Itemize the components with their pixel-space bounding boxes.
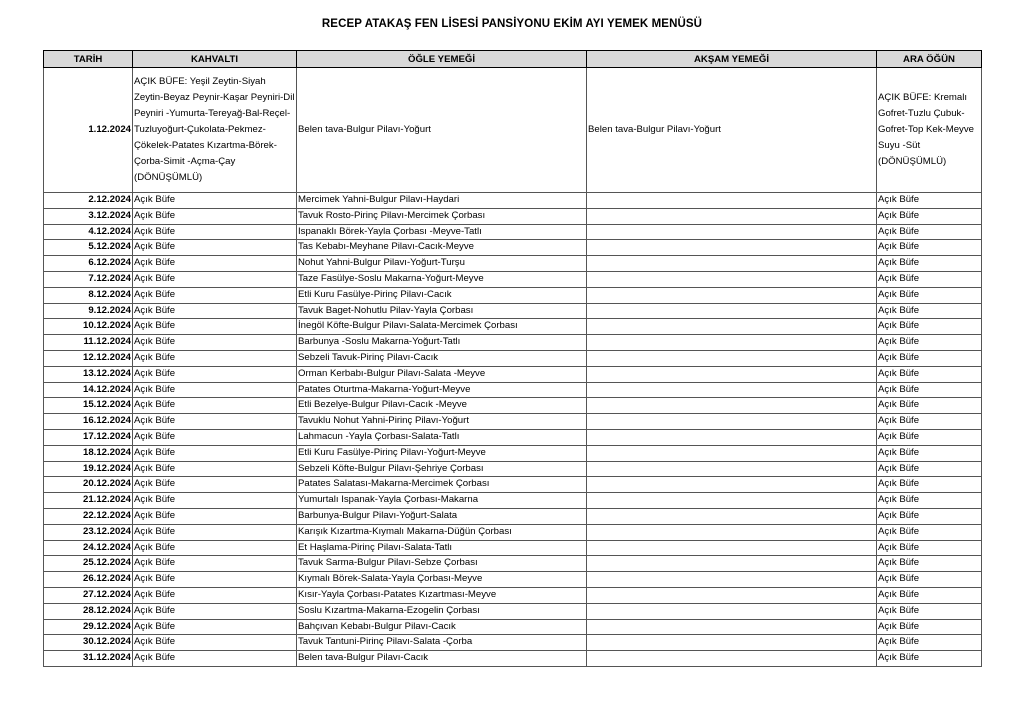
cell-lunch: Et Haşlama-Pirinç Pilavı-Salata-Tatlı xyxy=(297,540,587,556)
table-row xyxy=(44,429,982,445)
header-row xyxy=(44,51,982,68)
cell-snack: AÇIK BÜFE: Kremalı Gofret-Tuzlu Çubuk-Gofret-Top Kek-Meyve Suyu -Süt (DÖNÜŞÜMLÜ) xyxy=(877,68,982,193)
cell-snack: Açık Büfe xyxy=(877,414,982,430)
cell-breakfast: Açık Büfe xyxy=(133,635,297,651)
table-row xyxy=(44,382,982,398)
cell-snack: Açık Büfe xyxy=(877,224,982,240)
cell-date: 6.12.2024 xyxy=(44,256,133,272)
cell-date: 7.12.2024 xyxy=(44,271,133,287)
cell-dinner xyxy=(587,461,877,477)
cell-date: 15.12.2024 xyxy=(44,398,133,414)
table-row xyxy=(44,493,982,509)
cell-date: 25.12.2024 xyxy=(44,556,133,572)
cell-snack: Açık Büfe xyxy=(877,350,982,366)
cell-breakfast: Açık Büfe xyxy=(133,240,297,256)
table-row xyxy=(44,635,982,651)
cell-lunch: Kıymalı Börek-Salata-Yayla Çorbası-Meyve xyxy=(297,572,587,588)
cell-lunch: Sebzeli Tavuk-Pirinç Pilavı-Cacık xyxy=(297,350,587,366)
cell-breakfast: Açık Büfe xyxy=(133,256,297,272)
cell-breakfast: Açık Büfe xyxy=(133,224,297,240)
cell-breakfast: Açık Büfe xyxy=(133,303,297,319)
cell-date: 10.12.2024 xyxy=(44,319,133,335)
cell-snack: Açık Büfe xyxy=(877,398,982,414)
cell-lunch: Tavuk Sarma-Bulgur Pilavı-Sebze Çorbası xyxy=(297,556,587,572)
table-row xyxy=(44,271,982,287)
table-row xyxy=(44,508,982,524)
cell-snack: Açık Büfe xyxy=(877,556,982,572)
cell-lunch: Tavuk Tantuni-Pirinç Pilavı-Salata -Çorba xyxy=(297,635,587,651)
cell-lunch: Tas Kebabı-Meyhane Pilavı-Cacık-Meyve xyxy=(297,240,587,256)
cell-dinner xyxy=(587,398,877,414)
cell-lunch: Soslu Kızartma-Makarna-Ezogelin Çorbası xyxy=(297,603,587,619)
cell-lunch: Barbunya-Bulgur Pilavı-Yoğurt-Salata xyxy=(297,508,587,524)
header-lunch: ÖĞLE YEMEĞİ xyxy=(297,51,587,68)
cell-lunch: Karışık Kızartma-Kıymalı Makarna-Düğün Çorbası xyxy=(297,524,587,540)
cell-dinner xyxy=(587,303,877,319)
cell-snack: Açık Büfe xyxy=(877,429,982,445)
cell-dinner xyxy=(587,287,877,303)
cell-lunch: Yumurtalı Ispanak-Yayla Çorbası-Makarna xyxy=(297,493,587,509)
cell-dinner xyxy=(587,477,877,493)
cell-date: 31.12.2024 xyxy=(44,651,133,667)
cell-breakfast: Açık Büfe xyxy=(133,493,297,509)
cell-lunch: Tavuk Rosto-Pirinç Pilavı-Mercimek Çorbası xyxy=(297,208,587,224)
table-row xyxy=(44,477,982,493)
cell-dinner xyxy=(587,224,877,240)
cell-dinner xyxy=(587,493,877,509)
table-row xyxy=(44,540,982,556)
table-row xyxy=(44,603,982,619)
cell-breakfast: Açık Büfe xyxy=(133,319,297,335)
header-dinner: AKŞAM YEMEĞİ xyxy=(587,51,877,68)
cell-snack: Açık Büfe xyxy=(877,635,982,651)
cell-dinner xyxy=(587,524,877,540)
cell-dinner xyxy=(587,256,877,272)
cell-dinner xyxy=(587,271,877,287)
cell-lunch: Etli Bezelye-Bulgur Pilavı-Cacık -Meyve xyxy=(297,398,587,414)
cell-date: 16.12.2024 xyxy=(44,414,133,430)
cell-snack: Açık Büfe xyxy=(877,382,982,398)
table-row xyxy=(44,524,982,540)
cell-snack: Açık Büfe xyxy=(877,461,982,477)
cell-breakfast: Açık Büfe xyxy=(133,335,297,351)
cell-snack: Açık Büfe xyxy=(877,193,982,209)
cell-breakfast: Açık Büfe xyxy=(133,508,297,524)
header-date: TARİH xyxy=(44,51,133,68)
cell-dinner xyxy=(587,414,877,430)
cell-breakfast: Açık Büfe xyxy=(133,572,297,588)
table-row xyxy=(44,224,982,240)
cell-snack: Açık Büfe xyxy=(877,240,982,256)
table-row xyxy=(44,366,982,382)
table-row xyxy=(44,68,982,193)
cell-lunch: Etli Kuru Fasülye-Pirinç Pilavı-Yoğurt-Meyve xyxy=(297,445,587,461)
cell-snack: Açık Büfe xyxy=(877,319,982,335)
cell-snack: Açık Büfe xyxy=(877,540,982,556)
cell-date: 2.12.2024 xyxy=(44,193,133,209)
table-row xyxy=(44,461,982,477)
cell-snack: Açık Büfe xyxy=(877,208,982,224)
cell-dinner xyxy=(587,193,877,209)
cell-breakfast: Açık Büfe xyxy=(133,556,297,572)
cell-breakfast: Açık Büfe xyxy=(133,382,297,398)
cell-snack: Açık Büfe xyxy=(877,572,982,588)
cell-lunch: Barbunya -Soslu Makarna-Yoğurt-Tatlı xyxy=(297,335,587,351)
cell-lunch: Mercimek Yahni-Bulgur Pilavı-Haydari xyxy=(297,193,587,209)
cell-lunch: Sebzeli Köfte-Bulgur Pilavı-Şehriye Çorbası xyxy=(297,461,587,477)
table-row xyxy=(44,414,982,430)
cell-breakfast: Açık Büfe xyxy=(133,603,297,619)
cell-date: 17.12.2024 xyxy=(44,429,133,445)
cell-dinner xyxy=(587,587,877,603)
cell-snack: Açık Büfe xyxy=(877,366,982,382)
table-row xyxy=(44,193,982,209)
cell-dinner xyxy=(587,350,877,366)
cell-breakfast: Açık Büfe xyxy=(133,651,297,667)
cell-date: 14.12.2024 xyxy=(44,382,133,398)
table-row xyxy=(44,256,982,272)
cell-breakfast: Açık Büfe xyxy=(133,208,297,224)
cell-dinner xyxy=(587,366,877,382)
table-row xyxy=(44,619,982,635)
table-row xyxy=(44,319,982,335)
cell-snack: Açık Büfe xyxy=(877,335,982,351)
cell-breakfast: Açık Büfe xyxy=(133,366,297,382)
cell-date: 28.12.2024 xyxy=(44,603,133,619)
table-row xyxy=(44,350,982,366)
table-row xyxy=(44,572,982,588)
cell-dinner xyxy=(587,429,877,445)
cell-dinner xyxy=(587,319,877,335)
table-row xyxy=(44,208,982,224)
cell-breakfast: Açık Büfe xyxy=(133,287,297,303)
cell-date: 21.12.2024 xyxy=(44,493,133,509)
cell-lunch: Belen tava-Bulgur Pilavı-Cacık xyxy=(297,651,587,667)
cell-breakfast: Açık Büfe xyxy=(133,350,297,366)
cell-lunch: Bahçıvan Kebabı-Bulgur Pilavı-Cacık xyxy=(297,619,587,635)
cell-dinner xyxy=(587,651,877,667)
cell-date: 26.12.2024 xyxy=(44,572,133,588)
table-row xyxy=(44,398,982,414)
cell-dinner xyxy=(587,445,877,461)
table-row xyxy=(44,287,982,303)
cell-snack: Açık Büfe xyxy=(877,524,982,540)
table-row xyxy=(44,556,982,572)
cell-snack: Açık Büfe xyxy=(877,445,982,461)
cell-lunch: Lahmacun -Yayla Çorbası-Salata-Tatlı xyxy=(297,429,587,445)
cell-date: 1.12.2024 xyxy=(44,68,133,193)
cell-breakfast: Açık Büfe xyxy=(133,398,297,414)
cell-date: 18.12.2024 xyxy=(44,445,133,461)
cell-date: 12.12.2024 xyxy=(44,350,133,366)
cell-date: 11.12.2024 xyxy=(44,335,133,351)
cell-dinner: Belen tava-Bulgur Pilavı-Yoğurt xyxy=(587,68,877,193)
cell-breakfast: Açık Büfe xyxy=(133,414,297,430)
cell-breakfast: AÇIK BÜFE: Yeşil Zeytin-Siyah Zeytin-Beyaz Peynir-Kaşar Peyniri-Dil Peyniri -Yumurta-Tereyağ-Bal-Reçel-Tuzluyoğurt-Çukolata-Pekmez-Çökelek-Patates Kızartma-Börek-Çorba-Simit -Açma-Çay (DÖNÜŞÜMLÜ) xyxy=(133,68,297,193)
cell-date: 29.12.2024 xyxy=(44,619,133,635)
cell-date: 30.12.2024 xyxy=(44,635,133,651)
cell-snack: Açık Büfe xyxy=(877,271,982,287)
cell-breakfast: Açık Büfe xyxy=(133,193,297,209)
cell-lunch: Belen tava-Bulgur Pilavı-Yoğurt xyxy=(297,68,587,193)
cell-dinner xyxy=(587,508,877,524)
cell-lunch: Patates Oturtma-Makarna-Yoğurt-Meyve xyxy=(297,382,587,398)
cell-snack: Açık Büfe xyxy=(877,287,982,303)
cell-breakfast: Açık Büfe xyxy=(133,429,297,445)
cell-lunch: Etli Kuru Fasülye-Pirinç Pilavı-Cacık xyxy=(297,287,587,303)
header-breakfast: KAHVALTI xyxy=(133,51,297,68)
cell-dinner xyxy=(587,572,877,588)
cell-snack: Açık Büfe xyxy=(877,303,982,319)
cell-lunch: Tavuk Baget-Nohutlu Pilav-Yayla Çorbası xyxy=(297,303,587,319)
cell-breakfast: Açık Büfe xyxy=(133,445,297,461)
cell-snack: Açık Büfe xyxy=(877,587,982,603)
table-row xyxy=(44,335,982,351)
cell-dinner xyxy=(587,382,877,398)
cell-dinner xyxy=(587,208,877,224)
cell-date: 24.12.2024 xyxy=(44,540,133,556)
cell-dinner xyxy=(587,240,877,256)
cell-breakfast: Açık Büfe xyxy=(133,587,297,603)
cell-lunch: Taze Fasülye-Soslu Makarna-Yoğurt-Meyve xyxy=(297,271,587,287)
cell-breakfast: Açık Büfe xyxy=(133,271,297,287)
cell-dinner xyxy=(587,619,877,635)
cell-snack: Açık Büfe xyxy=(877,256,982,272)
table-row xyxy=(44,651,982,667)
cell-breakfast: Açık Büfe xyxy=(133,524,297,540)
menu-table xyxy=(43,50,982,667)
cell-date: 4.12.2024 xyxy=(44,224,133,240)
table-row xyxy=(44,303,982,319)
cell-dinner xyxy=(587,335,877,351)
cell-date: 19.12.2024 xyxy=(44,461,133,477)
cell-lunch: Nohut Yahni-Bulgur Pilavı-Yoğurt-Turşu xyxy=(297,256,587,272)
cell-lunch: Patates Salatası-Makarna-Mercimek Çorbası xyxy=(297,477,587,493)
table-row xyxy=(44,587,982,603)
menu-table-body xyxy=(44,68,982,667)
cell-dinner xyxy=(587,540,877,556)
cell-date: 8.12.2024 xyxy=(44,287,133,303)
cell-breakfast: Açık Büfe xyxy=(133,477,297,493)
cell-date: 20.12.2024 xyxy=(44,477,133,493)
cell-snack: Açık Büfe xyxy=(877,619,982,635)
cell-date: 5.12.2024 xyxy=(44,240,133,256)
cell-date: 22.12.2024 xyxy=(44,508,133,524)
table-row xyxy=(44,445,982,461)
cell-dinner xyxy=(587,635,877,651)
cell-snack: Açık Büfe xyxy=(877,508,982,524)
cell-snack: Açık Büfe xyxy=(877,493,982,509)
cell-breakfast: Açık Büfe xyxy=(133,540,297,556)
cell-dinner xyxy=(587,603,877,619)
cell-snack: Açık Büfe xyxy=(877,477,982,493)
cell-snack: Açık Büfe xyxy=(877,651,982,667)
cell-dinner xyxy=(587,556,877,572)
cell-lunch: Ispanaklı Börek-Yayla Çorbası -Meyve-Tatlı xyxy=(297,224,587,240)
header-snack: ARA ÖĞÜN xyxy=(877,51,982,68)
cell-breakfast: Açık Büfe xyxy=(133,619,297,635)
cell-date: 23.12.2024 xyxy=(44,524,133,540)
cell-date: 9.12.2024 xyxy=(44,303,133,319)
cell-lunch: Tavuklu Nohut Yahni-Pirinç Pilavı-Yoğurt xyxy=(297,414,587,430)
menu-table-header xyxy=(44,51,982,68)
table-row xyxy=(44,240,982,256)
cell-date: 27.12.2024 xyxy=(44,587,133,603)
cell-lunch: İnegöl Köfte-Bulgur Pilavı-Salata-Mercimek Çorbası xyxy=(297,319,587,335)
cell-breakfast: Açık Büfe xyxy=(133,461,297,477)
cell-lunch: Kısır-Yayla Çorbası-Patates Kızartması-Meyve xyxy=(297,587,587,603)
cell-date: 13.12.2024 xyxy=(44,366,133,382)
cell-date: 3.12.2024 xyxy=(44,208,133,224)
page-title: RECEP ATAKAŞ FEN LİSESİ PANSİYONU EKİM AYI YEMEK MENÜSÜ xyxy=(321,18,703,30)
cell-lunch: Orman Kerbabı-Bulgur Pilavı-Salata -Meyve xyxy=(297,366,587,382)
cell-snack: Açık Büfe xyxy=(877,603,982,619)
